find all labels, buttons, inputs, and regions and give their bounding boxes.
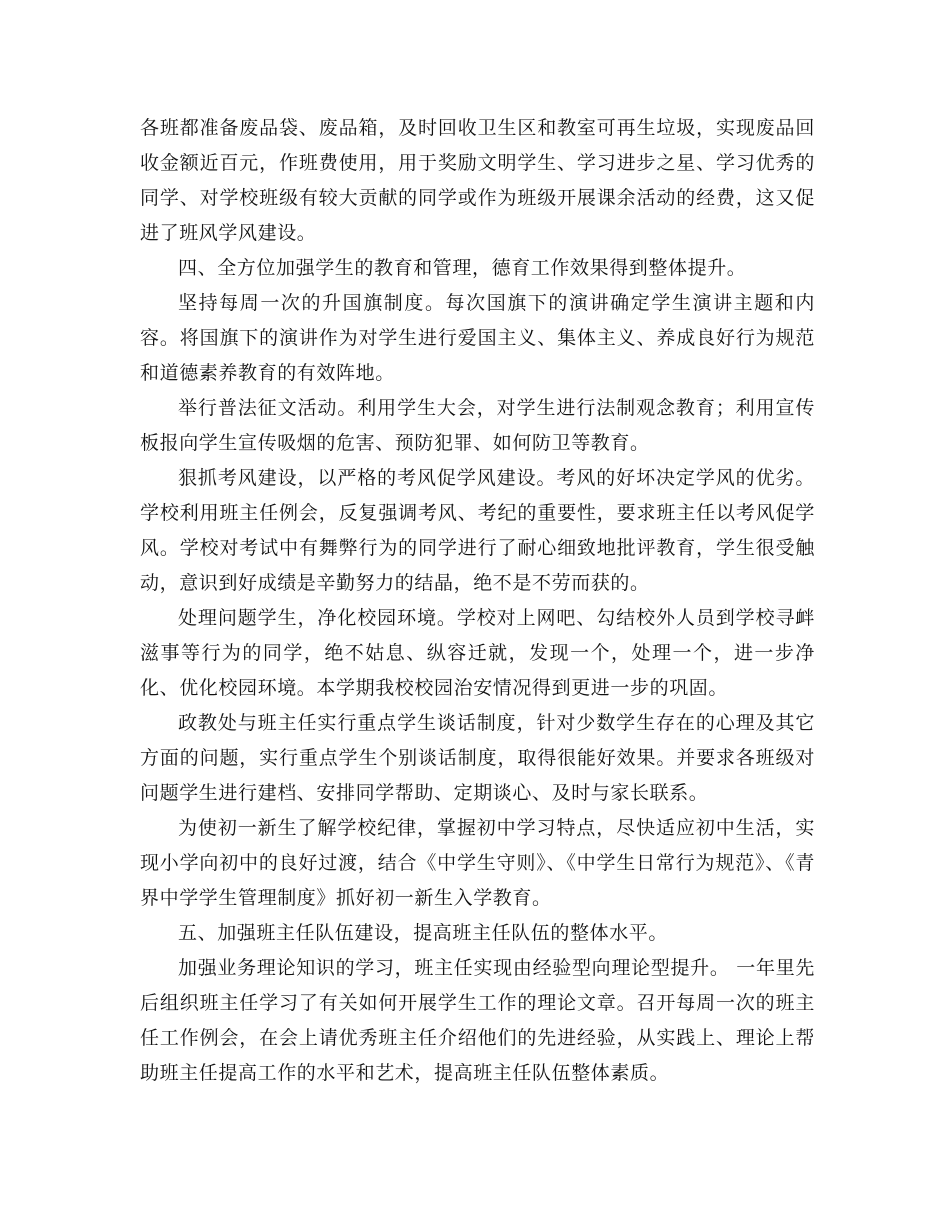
paragraph-problem-students: 处理问题学生，净化校园环境。学校对上网吧、勾结校外人员到学校寻衅滋事等行为的同学，绝不姑息、纵容迁就，发现一个，处理一个，进一步净化、优化校园环境。本学期我校校园治安情况得到更进一步的巩固。	[140, 607, 815, 699]
document-body	[140, 111, 815, 1091]
paragraph-law-essay: 举行普法征文活动。利用学生大会，对学生进行法制观念教育；利用宣传板报向学生宣传吸烟的危害、预防犯罪、如何防卫等教育。	[140, 397, 815, 454]
paragraph-1: 各班都准备废品袋、废品箱，及时回收卫生区和教室可再生垃圾，实现废品回收金额近百元，作班费使用，用于奖励文明学生、学习进步之星、学习优秀的同学、对学校班级有较大贡献的同学或作为班级开展课余活动的经费，这又促进了班风学风建设。	[140, 117, 815, 244]
paragraph-teacher-training: 加强业务理论知识的学习，班主任实现由经验型向理论型提升。 一年里先后组织班主任学习了有关如何开展学生工作的理论文章。召开每周一次的班主任工作例会，在会上请优秀班主任介绍他们的先进经验，从实践上、理论上帮助班主任提高工作的水平和艺术，提高班主任队伍整体素质。	[140, 957, 815, 1084]
paragraph-new-students: 为使初一新生了解学校纪律，掌握初中学习特点，尽快适应初中生活，实现小学向初中的良好过渡，结合《中学生守则》、《中学生日常行为规范》、《青界中学学生管理制度》抓好初一新生入学教育。	[140, 817, 815, 909]
paragraph-flag-raising: 坚持每周一次的升国旗制度。每次国旗下的演讲确定学生演讲主题和内容。将国旗下的演讲作为对学生进行爱国主义、集体主义、养成良好行为规范和道德素养教育的有效阵地。	[140, 292, 815, 384]
section-heading-four: 四、全方位加强学生的教育和管理，德育工作效果得到整体提升。	[178, 257, 747, 279]
paragraph-talk-system: 政教处与班主任实行重点学生谈话制度，针对少数学生存在的心理及其它方面的问题，实行重点学生个别谈话制度，取得很能好效果。并要求各班级对问题学生进行建档、安排同学帮助、定期谈心、及时与家长联系。	[140, 712, 815, 804]
paragraph-exam-discipline: 狠抓考风建设，以严格的考风促学风建设。考风的好坏决定学风的优劣。学校利用班主任例会，反复强调考风、考纪的重要性，要求班主任以考风促学风。学校对考试中有舞弊行为的同学进行了耐心细致地批评教育，学生很受触动，意识到好成绩是辛勤努力的结晶，绝不是不劳而获的。	[140, 467, 815, 594]
section-heading-five: 五、加强班主任队伍建设，提高班主任队伍的整体水平。	[178, 922, 669, 944]
